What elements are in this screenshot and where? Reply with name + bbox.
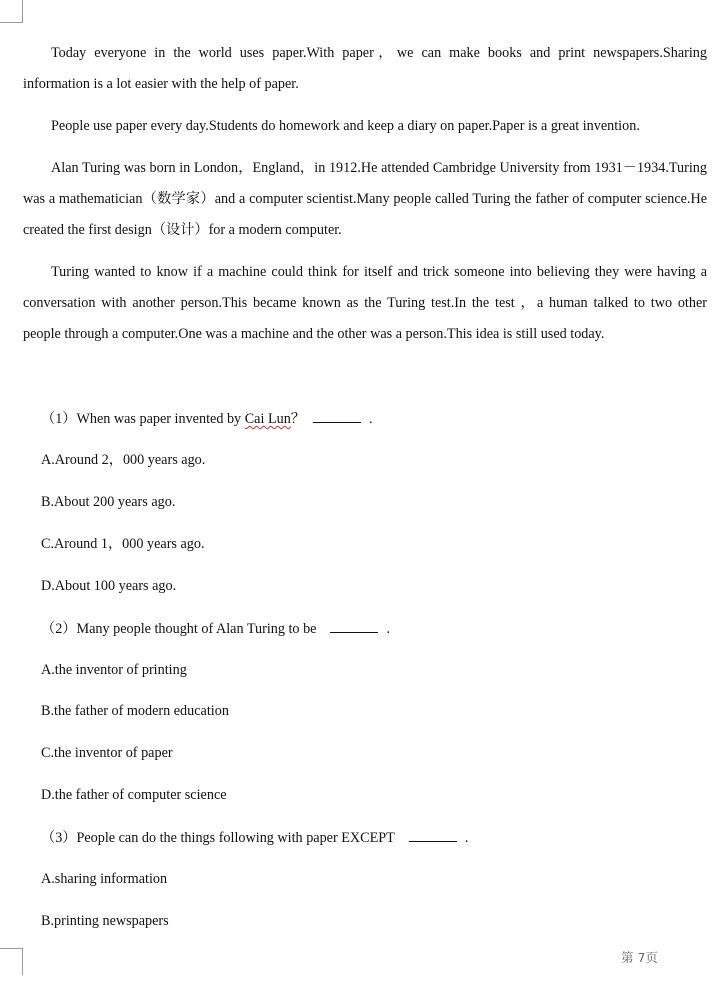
question-2-option-c: C.the inventor of paper — [41, 745, 173, 761]
passage-paragraph-1: Today everyone in the world uses paper.With paper，we can make books and print newspapers.Sharing information is a lot easier with the help of paper. — [23, 45, 707, 92]
crop-mark-top-left — [0, 0, 23, 23]
spellcheck-flagged-word: Cai Lun — [244, 411, 291, 427]
question-2-option-a: A.the inventor of printing — [41, 662, 187, 678]
passage-paragraph-4: Turing wanted to know if a machine could think for itself and trick someone into believing they were having a conversation with another person.This became known as the Turing test.In the test ，a human talked to two other people through a computer.One was a machine and the other was a person.This idea is still used today. — [23, 264, 707, 342]
question-3-option-a: A.sharing information — [41, 871, 168, 887]
question-1-option-a: A.Around 2，000 years ago. — [41, 452, 206, 468]
answer-blank[interactable] — [409, 827, 457, 842]
crop-mark-bottom-left — [0, 948, 23, 975]
question-1-option-b: B.About 200 years ago. — [41, 494, 176, 510]
question-1-stem-text: （1）When was paper invented by — [41, 411, 245, 427]
question-end-mark: . — [369, 411, 373, 427]
question-2-option-b: B.the father of modern education — [41, 703, 229, 719]
question-2-option-d: D.the father of computer science — [41, 787, 227, 803]
question-3-stem — [41, 827, 468, 848]
question-1-stem — [41, 408, 373, 429]
question-1-option-c: C.Around 1，000 years ago. — [41, 536, 205, 552]
passage-paragraph-2: People use paper every day.Students do homework and keep a diary on paper.Paper is a great invention. — [51, 118, 640, 134]
question-3-stem-text: （3）People can do the things following with paper EXCEPT — [41, 830, 395, 846]
answer-blank[interactable] — [313, 408, 361, 423]
passage-paragraph-3: Alan Turing was born in London，England，in 1912.He attended Cambridge University from 1931－1934.Turing was a mathematician（数学家）and a computer scientist.Many people called Turing the father of computer science.He created the first design（设计）for a modern computer. — [23, 160, 707, 238]
question-1-option-d: D.About 100 years ago. — [41, 578, 177, 594]
answer-blank[interactable] — [330, 618, 378, 633]
question-2-stem — [41, 618, 390, 639]
question-end-mark: . — [386, 621, 391, 637]
question-1-stem-tail: ？ — [290, 411, 306, 427]
page-number: 第 7页 — [621, 950, 658, 965]
question-3-option-b: B.printing newspapers — [41, 913, 169, 929]
question-2-stem-text: （2）Many people thought of Alan Turing to be — [41, 621, 317, 637]
question-end-mark: . — [464, 830, 469, 846]
